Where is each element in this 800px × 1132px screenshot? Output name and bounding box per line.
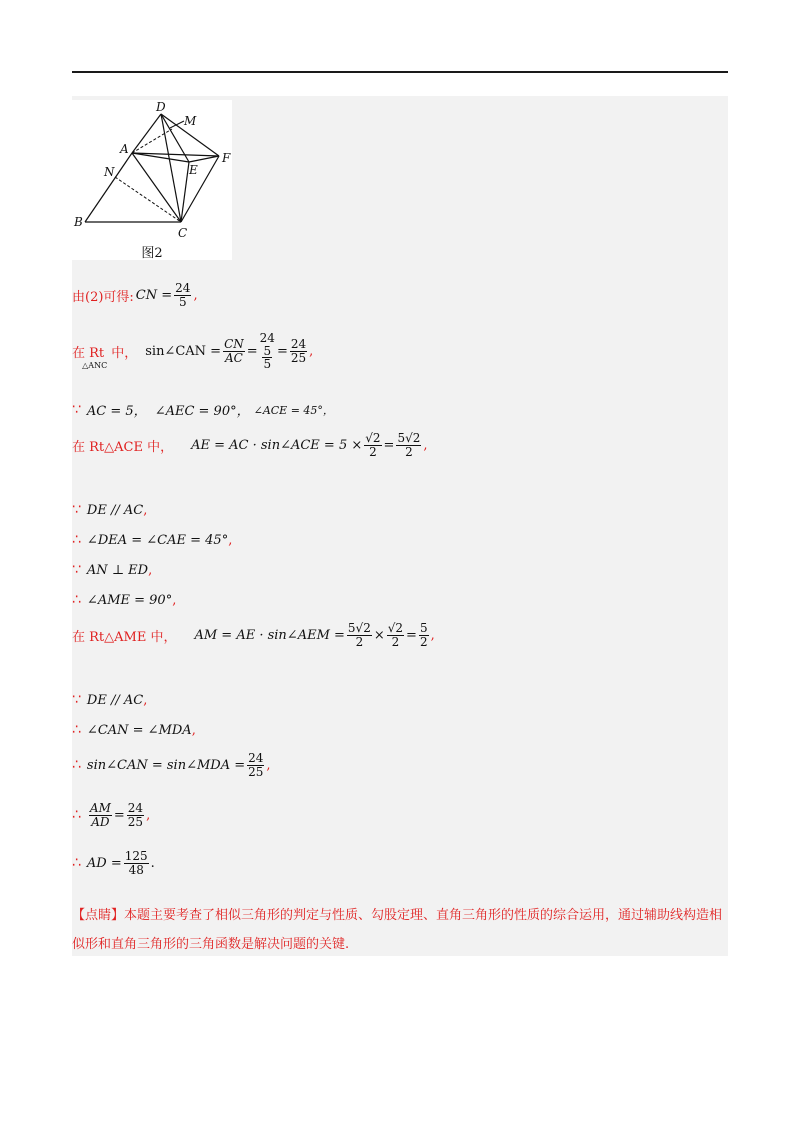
- label-B: B: [74, 215, 83, 229]
- segment-AC: [132, 153, 181, 222]
- segment-FC: [181, 156, 219, 222]
- step-2: 在 Rt △ANC 中， sin∠CAN = $\frac{CN}{AC}$ = 24 5 5 = $\frac{24}{25}$ ,: [72, 331, 314, 372]
- step-12: ∴ sin∠CAN = sin∠MDA = $\frac{24}{25}$ ,: [72, 751, 271, 779]
- label-D: D: [156, 100, 166, 114]
- note-text: 本题主要考查了相似三角形的判定与性质、勾股定理、直角三角形的性质的综合运用，通过辅助线构造相似形和直角三角形的三角函数是解决问题的关键.: [72, 908, 723, 952]
- step-13: ∴ $\frac{AM}{AD}$ = $\frac{24}{25}$ ,: [72, 801, 151, 829]
- figure-caption: 图2: [141, 246, 163, 261]
- label-A: A: [120, 142, 129, 156]
- fraction: $\frac{24}{25}$: [290, 337, 307, 365]
- step-5: ∵ DE // AC ,: [72, 502, 148, 518]
- note-tag: 【点睛】: [72, 908, 125, 923]
- step-3: ∵ AC = 5， ∠AEC = 90°， ∠ACE = 45°，: [72, 401, 334, 419]
- fraction: $\frac{5√2}{2}$: [397, 431, 421, 459]
- label-F: F: [222, 151, 231, 165]
- step-4: 在 Rt△ACE 中， AE = AC · sin∠ACE = 5 × $\frac{√2}{2}$ = $\frac{5√2}{2}$ ,: [72, 431, 428, 459]
- step-9: 在 Rt△AME 中， AM = AE · sin∠AEM = $\frac{5√2}{2}$ × $\frac{√2}{2}$ = $\frac{5}{2}$ ,: [72, 621, 435, 649]
- step-14: ∴ AD = $\frac{125}{48}$ .: [72, 849, 155, 877]
- header-rule: [72, 71, 728, 73]
- fraction: $\frac{24}{25}$: [248, 751, 264, 779]
- segment-AD: [132, 114, 161, 153]
- fraction: 24 5 5: [259, 331, 275, 372]
- fraction: $\frac{√2}{2}$: [365, 431, 381, 459]
- fraction: $\frac{√2}{2}$: [387, 621, 404, 649]
- fraction: $\frac{125}{48}$: [124, 849, 148, 877]
- label-N: N: [104, 165, 115, 179]
- step-8: ∴ ∠AME = 90° ,: [72, 592, 177, 608]
- step-11: ∴ ∠CAN = ∠MDA ,: [72, 722, 196, 738]
- fraction: $\frac{5√2}{2}$: [347, 621, 371, 649]
- fraction: $\frac{24}{25}$: [127, 801, 144, 829]
- segment-EF: [189, 156, 219, 162]
- label-C: C: [178, 226, 188, 240]
- fraction: $\frac{5}{2}$: [419, 621, 428, 649]
- fraction: $\frac{CN}{AC}$: [224, 337, 244, 365]
- label-M: M: [184, 114, 197, 128]
- geometry-diagram: [72, 100, 232, 240]
- geometry-figure: [72, 100, 232, 260]
- step-10: ∵ DE // AC ,: [72, 692, 148, 708]
- fraction: $\frac{AM}{AD}$: [89, 801, 111, 829]
- step-7: ∵ AN ⊥ ED ,: [72, 562, 153, 578]
- key-point-note: [72, 902, 732, 959]
- segment-BA: [85, 153, 132, 222]
- fraction: $\frac{24}{5}$: [175, 281, 191, 309]
- label-E: E: [189, 163, 198, 177]
- segment-EC: [181, 162, 189, 222]
- step-6: ∴ ∠DEA = ∠CAE = 45° ,: [72, 532, 233, 548]
- segment-NC-dashed: [115, 177, 181, 222]
- step-1: 由(2)可得: CN = $\frac{24}{5}$ ,: [72, 281, 198, 309]
